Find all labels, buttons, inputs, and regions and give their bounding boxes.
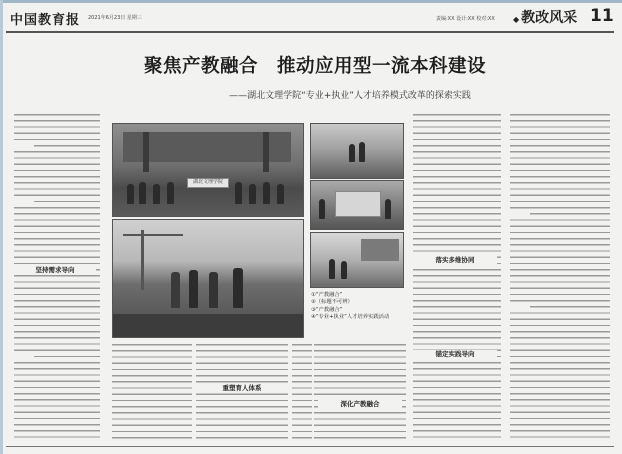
text-column-4 [292,342,312,442]
masthead-rule [6,31,614,33]
person [171,272,180,308]
person [319,199,325,219]
page-number: 11 [590,6,614,26]
person [263,182,270,204]
screenshot-frame-left [0,0,3,454]
article-headline: 聚焦产教融合 推动应用型一流本科建设 [143,56,486,77]
text-column-6 [413,112,501,442]
person [139,182,146,204]
subtitle-5: 锚定实践导向 [413,350,497,359]
building [361,239,399,261]
building-column [263,132,269,172]
person [359,142,365,162]
outdoor-practice-photo [310,123,404,179]
person [341,261,347,279]
text-column-2 [112,342,192,442]
page-bottom-rule [6,446,614,447]
article-subhead: ——湖北文理学院“专业+执业”人才培养模式改革的探索实践 [229,91,471,101]
section-mark-icon: ◆ [513,15,520,24]
section-label: 教改风采 [521,10,578,26]
editor-credits: 责编:XX 设计:XX 校对:XX [436,16,495,22]
caption-line: ②（标题不可辨） [311,299,353,306]
subtitle-1: 坚持需求导向 [14,266,96,275]
photo-caption [311,292,403,321]
person [127,184,134,204]
paragraph-gap [510,210,530,216]
group-banner: 湖北文理学院 [187,178,229,188]
newspaper-logo: 中国教育报 [10,13,81,28]
caption-line: ④“专业+执业”人才培养实践活动 [311,313,390,320]
person [385,199,391,219]
person [233,268,243,308]
caption-line: ①“产教融合” [311,292,343,298]
ground [113,314,303,337]
crane-mast [141,230,144,290]
subtitle-2: 重塑育人体系 [196,384,288,393]
person [167,182,174,204]
publication-date: 2021年6月23日 星期三 [88,15,142,21]
ceremony-photo [310,180,404,230]
paragraph-gap [14,356,34,362]
field-work-photo [112,219,304,338]
person [153,184,160,204]
subtitle-4: 落实多维协同 [413,256,497,265]
paragraph-gap [14,200,34,206]
building-column [143,132,149,172]
site-visit-photo [310,232,404,288]
text-column-5 [314,342,406,442]
paragraph-gap [510,304,530,310]
subtitle-3: 深化产教融合 [318,400,402,409]
crane-arm [123,234,183,236]
masthead [6,6,616,30]
person [189,270,198,308]
paragraph-gap [14,142,34,148]
ceremony-board [335,191,381,217]
person [349,144,355,162]
section-title [513,7,577,27]
person [329,259,335,279]
person [249,184,256,204]
text-column-1 [14,112,100,442]
person [209,272,218,308]
group-photo [112,123,304,217]
person [235,182,242,204]
person [277,184,284,204]
caption-line: ③“产教融合” [311,306,343,313]
screenshot-frame-top [0,0,622,3]
text-column-7 [510,112,610,442]
